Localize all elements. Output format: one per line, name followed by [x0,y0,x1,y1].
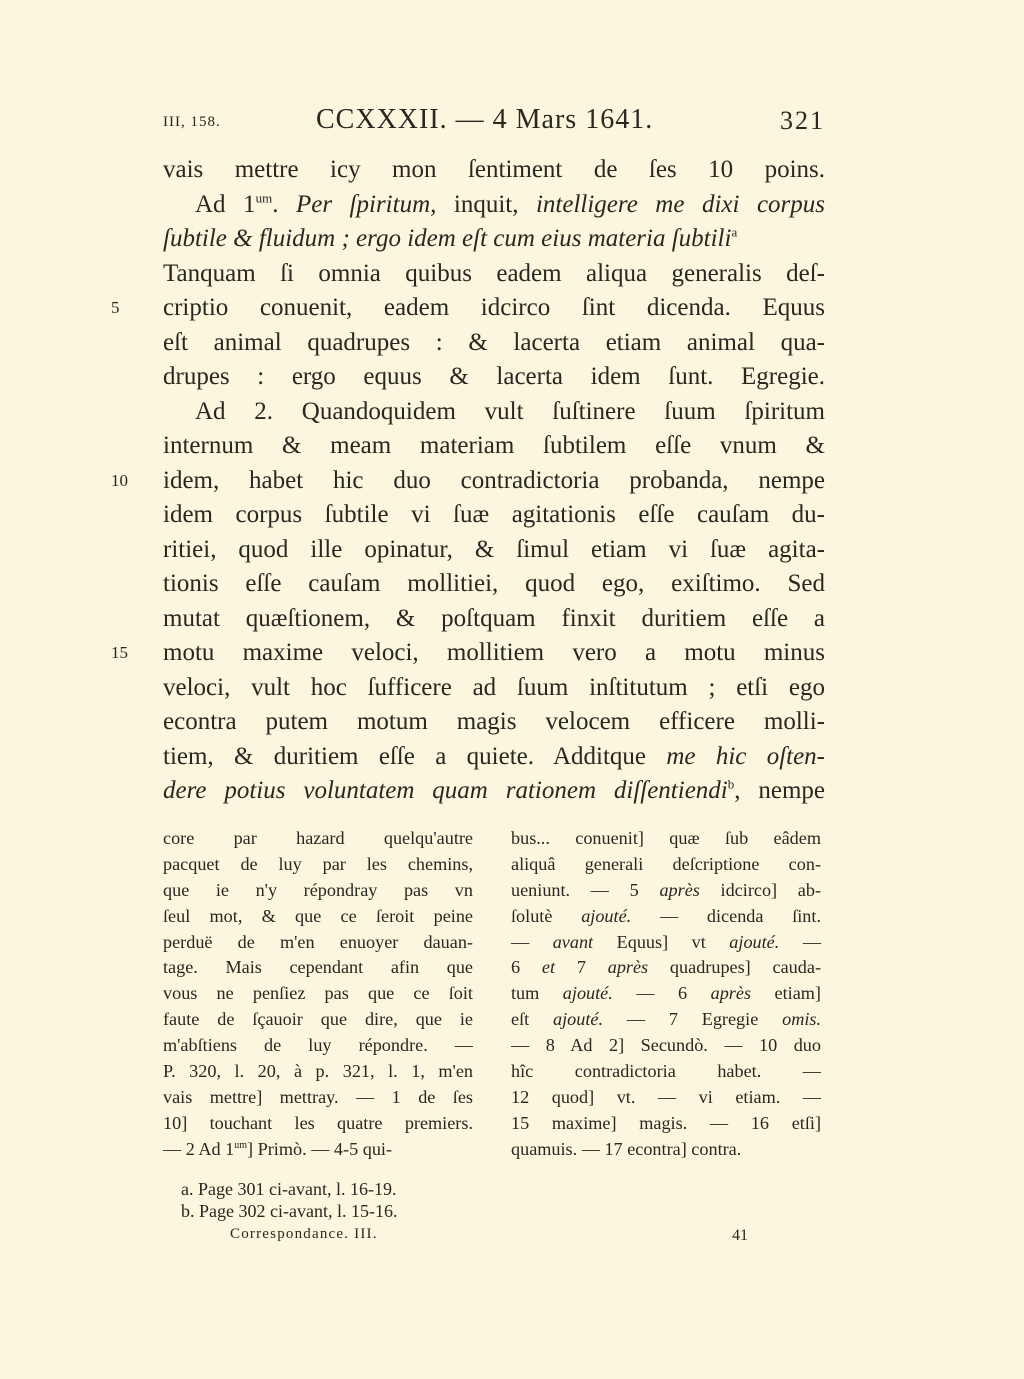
text-line: veloci, vult hoc ſufficere ad ſuum inſtitutum ; etſi ego [163,673,825,701]
note-line: faute de ſçauoir que dire, que ie [163,1009,473,1030]
signature-mark: Correspondance. III. [230,1226,378,1242]
text-line: vais mettre icy mon ſentiment de ſes 10 poins. [163,156,825,183]
running-head [0,104,1024,144]
signature-number: 41 [732,1227,748,1244]
variant-notes-left [163,826,473,1163]
footnotes [181,1178,397,1222]
main-text [111,153,826,809]
note-line: ueniunt. — 5 après idcirco] ab- [511,879,821,900]
note-line: ſeul mot, & que ce ſeroit peine [163,905,473,926]
note-line: tum ajouté. — 6 après etiam] [511,983,821,1004]
note-line: 10] touchant les quatre premiers. [163,1112,473,1133]
note-line: ſolutè ajouté. — dicenda ſint. [511,905,822,926]
note-line: bus... conuenit] quæ ſub eâdem [511,828,821,848]
note-line: pacquet de luy par les chemins, [163,853,473,874]
note-line: 6 et 7 après quadrupes] cauda- [511,957,821,978]
note-line: 12 quod] vt. — vi etiam. — [511,1086,821,1107]
text-line: econtra putem motum magis velocem efficere molli- [163,708,825,735]
note-line: vous ne penſiez pas que ce ſoit [163,983,473,1004]
note-line: — 8 Ad 2] Secundò. — 10 duo [511,1035,821,1056]
line-number: 15 [111,643,128,662]
text-line: ſubtile & fluidum ; ergo idem eſt cum eius materia ſubtili$^a$ [163,224,738,252]
text-line: drupes : ergo equus & lacerta idem ſunt. Egregie. [163,363,825,390]
note-line: aliquâ generali deſcriptione con- [511,853,821,874]
note-line: que ie n'y répondray pas vn [163,879,473,900]
line-number: 10 [111,470,128,490]
text-line: 10 idem, habet hic duo contradictoria probanda, nempe [163,464,825,499]
note-line: eſt ajouté. — 7 Egregie omis. [511,1009,821,1030]
text-line: Ad 2. Quandoquidem vult ſuſtinere ſuum ſpiritum [195,397,825,425]
note-line: P. 320, l. 20, à p. 321, l. 1, m'en [163,1061,473,1082]
text-line: 15 motu maxime veloci, mollitiem vero a motu minus [163,636,825,671]
note-line: core par hazard quelqu'autre [163,828,473,848]
letter-heading: CCXXXII. — 4 Mars 1641. [316,104,654,135]
note-line: 15 maxime] magis. — 16 etſi] [511,1112,821,1133]
footnote-a: a. Page 301 ci-avant, l. 16-19. [181,1179,397,1199]
text-line: ritiei, quod ille opinatur, & ſimul etiam vi ſuæ agita- [163,535,825,563]
footnote-b: b. Page 302 ci-avant, l. 15-16. [181,1201,398,1221]
line-number: 5 [111,298,120,317]
note-line: — avant Equus] vt ajouté. — [511,931,821,952]
text-line: internum & meam materiam ſubtilem eſſe vnum & [163,432,825,459]
text-line: idem corpus ſubtile vi ſuæ agitationis eſſe cauſam du- [163,501,825,528]
text-line: Tanquam ſi omnia quibus eadem aliqua generalis deſ- [163,259,825,287]
text-line: tionis eſſe cauſam mollitiei, quod ego, exiſtimo. Sed [163,570,825,597]
note-line: perduë de m'en enuoyer dauan- [163,931,473,952]
text-line: Ad $1^{um}$. Per ſpiritum, inquit, intelligere me dixi corpus [195,190,826,218]
volume-reference: III, 158. [163,114,221,130]
text-line: tiem, & duritiem eſſe a quiete. Additque me hic oſten- [163,742,826,770]
text-line: eſt animal quadrupes : & lacerta etiam animal qua- [163,328,825,356]
note-line: — 2 Ad $1^{um}$] Primò. — 4-5 qui- [163,1138,393,1159]
note-line: tage. Mais cependant afin que [163,957,473,978]
page-number: 321 [780,106,825,135]
note-line: quamuis. — 17 econtra] contra. [511,1138,742,1159]
text-line: 5 criptio conuenit, eadem idcirco ſint dicenda. Equus [163,291,825,326]
variant-notes-right [511,826,821,1163]
text-line: mutat quæſtionem, & poſtquam finxit duritiem eſſe a [163,604,825,632]
note-line: m'abſtiens de luy répondre. — [163,1035,473,1056]
text-line: dere potius voluntatem quam rationem diſſentiendi$^b$, nempe [163,776,826,804]
note-line: hîc contradictoria habet. — [511,1061,821,1082]
note-line: vais mettre] mettray. — 1 de ſes [163,1086,473,1107]
